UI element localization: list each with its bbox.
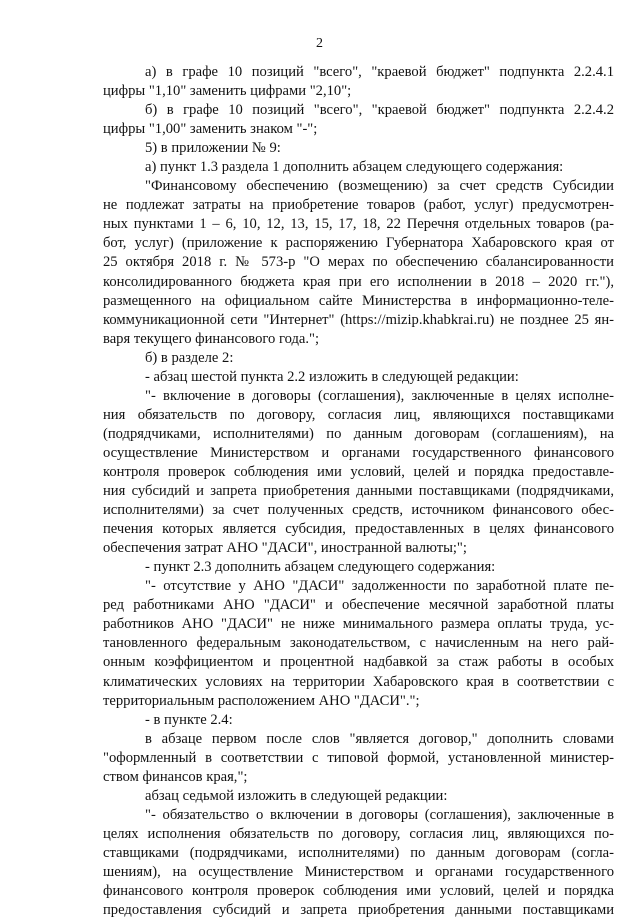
- text-line: б) в разделе 2:: [145, 349, 234, 366]
- text-line: целях исполнения обязательств по договору, согласия лиц, являющихся по-: [103, 825, 614, 842]
- text-line: бот, услуг) (приложение к распоряжению Губернатора Хабаровского края от: [103, 235, 614, 252]
- text-line: не подлежат затраты на приобретение товаров (работ, услуг) предусмотрен-: [103, 197, 614, 214]
- text-line: варя текущего финансового года.";: [103, 330, 320, 347]
- text-line: (подрядчиками, исполнителями) по данным договорам (соглашениям), на: [103, 425, 614, 442]
- text-line: ния субсидий и запрета приобретения данными поставщиками (подрядчиками,: [103, 483, 614, 500]
- text-line: печения которых является субсидия, предоставленных в целях финансового: [103, 521, 614, 538]
- text-line: предоставления субсидий и запрета приобретения данными поставщиками: [103, 902, 614, 919]
- text-line: консолидированного бюджета края при его исполнении в 2018 – 2020 гг."),: [103, 273, 614, 290]
- text-line: исполнителями) за счет полученных средств, источником финансового обес-: [103, 502, 614, 519]
- text-line: "оформленный в соответствии с типовой формой, установленной министер-: [103, 749, 614, 766]
- text-line: цифры "1,10" заменить цифрами "2,10";: [103, 83, 352, 100]
- text-line: "Финансовому обеспечению (возмещению) за счет средств Субсидии: [145, 178, 614, 195]
- text-line: финансового контроля проверок соблюдения ими условий, целей и порядка: [103, 883, 614, 900]
- text-line: 5) в приложении № 9:: [145, 140, 281, 157]
- text-line: территориальным расположением АНО "ДАСИ".";: [103, 692, 420, 709]
- text-line: ния обязательств по договору, согласия лиц, являющихся поставщиками: [103, 406, 614, 423]
- document-body: [103, 63, 614, 920]
- text-line: "- включение в договоры (соглашения), заключенные в целях исполне-: [145, 387, 614, 404]
- text-line: в абзаце первом после слов "является договор," дополнить словами: [145, 730, 614, 747]
- text-line: - в пункте 2.4:: [145, 711, 233, 728]
- text-line: осуществление Министерством и органами государственного финансового: [103, 444, 614, 461]
- text-line: климатических условиях на территории Хабаровского края в соответствии с: [103, 673, 614, 690]
- text-line: ставщиками (подрядчиками, исполнителями) по данным договорам (согла-: [103, 844, 614, 861]
- text-line: ных пунктами 1 – 6, 10, 12, 13, 15, 17, 18, 22 Перечня отдельных товаров (ра-: [103, 216, 614, 233]
- text-line: "- обязательство о включении в договоры (соглашения), заключенные в: [145, 806, 614, 823]
- text-line: а) в графе 10 позиций "всего", "краевой бюджет" подпункта 2.2.4.1: [145, 64, 614, 80]
- text-line: работников АНО "ДАСИ" не ниже минимального размера оплаты труда, ус-: [103, 616, 614, 633]
- text-line: коммуникационной сети "Интернет" (https://mizip.khabkrai.ru) не позднее 25 ян-: [103, 311, 614, 328]
- text-line: а) пункт 1.3 раздела 1 дополнить абзацем следующего содержания:: [145, 159, 564, 176]
- text-line: - абзац шестой пункта 2.2 изложить в следующей редакции:: [145, 368, 519, 385]
- text-line: абзац седьмой изложить в следующей редакции:: [145, 787, 448, 804]
- text-line: шениям), на осуществление Министерством и органами государственного: [103, 863, 614, 880]
- text-line: ством финансов края,";: [103, 768, 248, 785]
- page-number: 2: [316, 36, 323, 51]
- text-line: тановленного федеральным законодательством, с начисленным на него рай-: [103, 635, 614, 652]
- text-line: ред работниками АНО "ДАСИ" и обеспечение месячной заработной платы: [103, 597, 614, 614]
- text-line: контроля проверок соблюдения ими условий, целей и порядка предоставле-: [103, 463, 614, 480]
- text-line: обеспечения затрат АНО "ДАСИ", иностранной валюты;";: [103, 540, 467, 557]
- text-line: "- отсутствие у АНО "ДАСИ" задолженности по заработной плате пе-: [145, 578, 614, 595]
- text-line: размещенного на официальном сайте Министерства в информационно-теле-: [103, 292, 614, 309]
- text-line: б) в графе 10 позиций "всего", "краевой бюджет" подпункта 2.2.4.2: [145, 102, 614, 119]
- text-line: 25 октября 2018 г. № 573-р "О мерах по обеспечению сбалансированности: [103, 254, 614, 271]
- text-line: онным коэффициентом и процентной надбавкой за стаж работы в особых: [103, 654, 614, 671]
- text-line: - пункт 2.3 дополнить абзацем следующего содержания:: [145, 559, 496, 576]
- text-line: цифры "1,00" заменить знаком "-";: [103, 121, 318, 138]
